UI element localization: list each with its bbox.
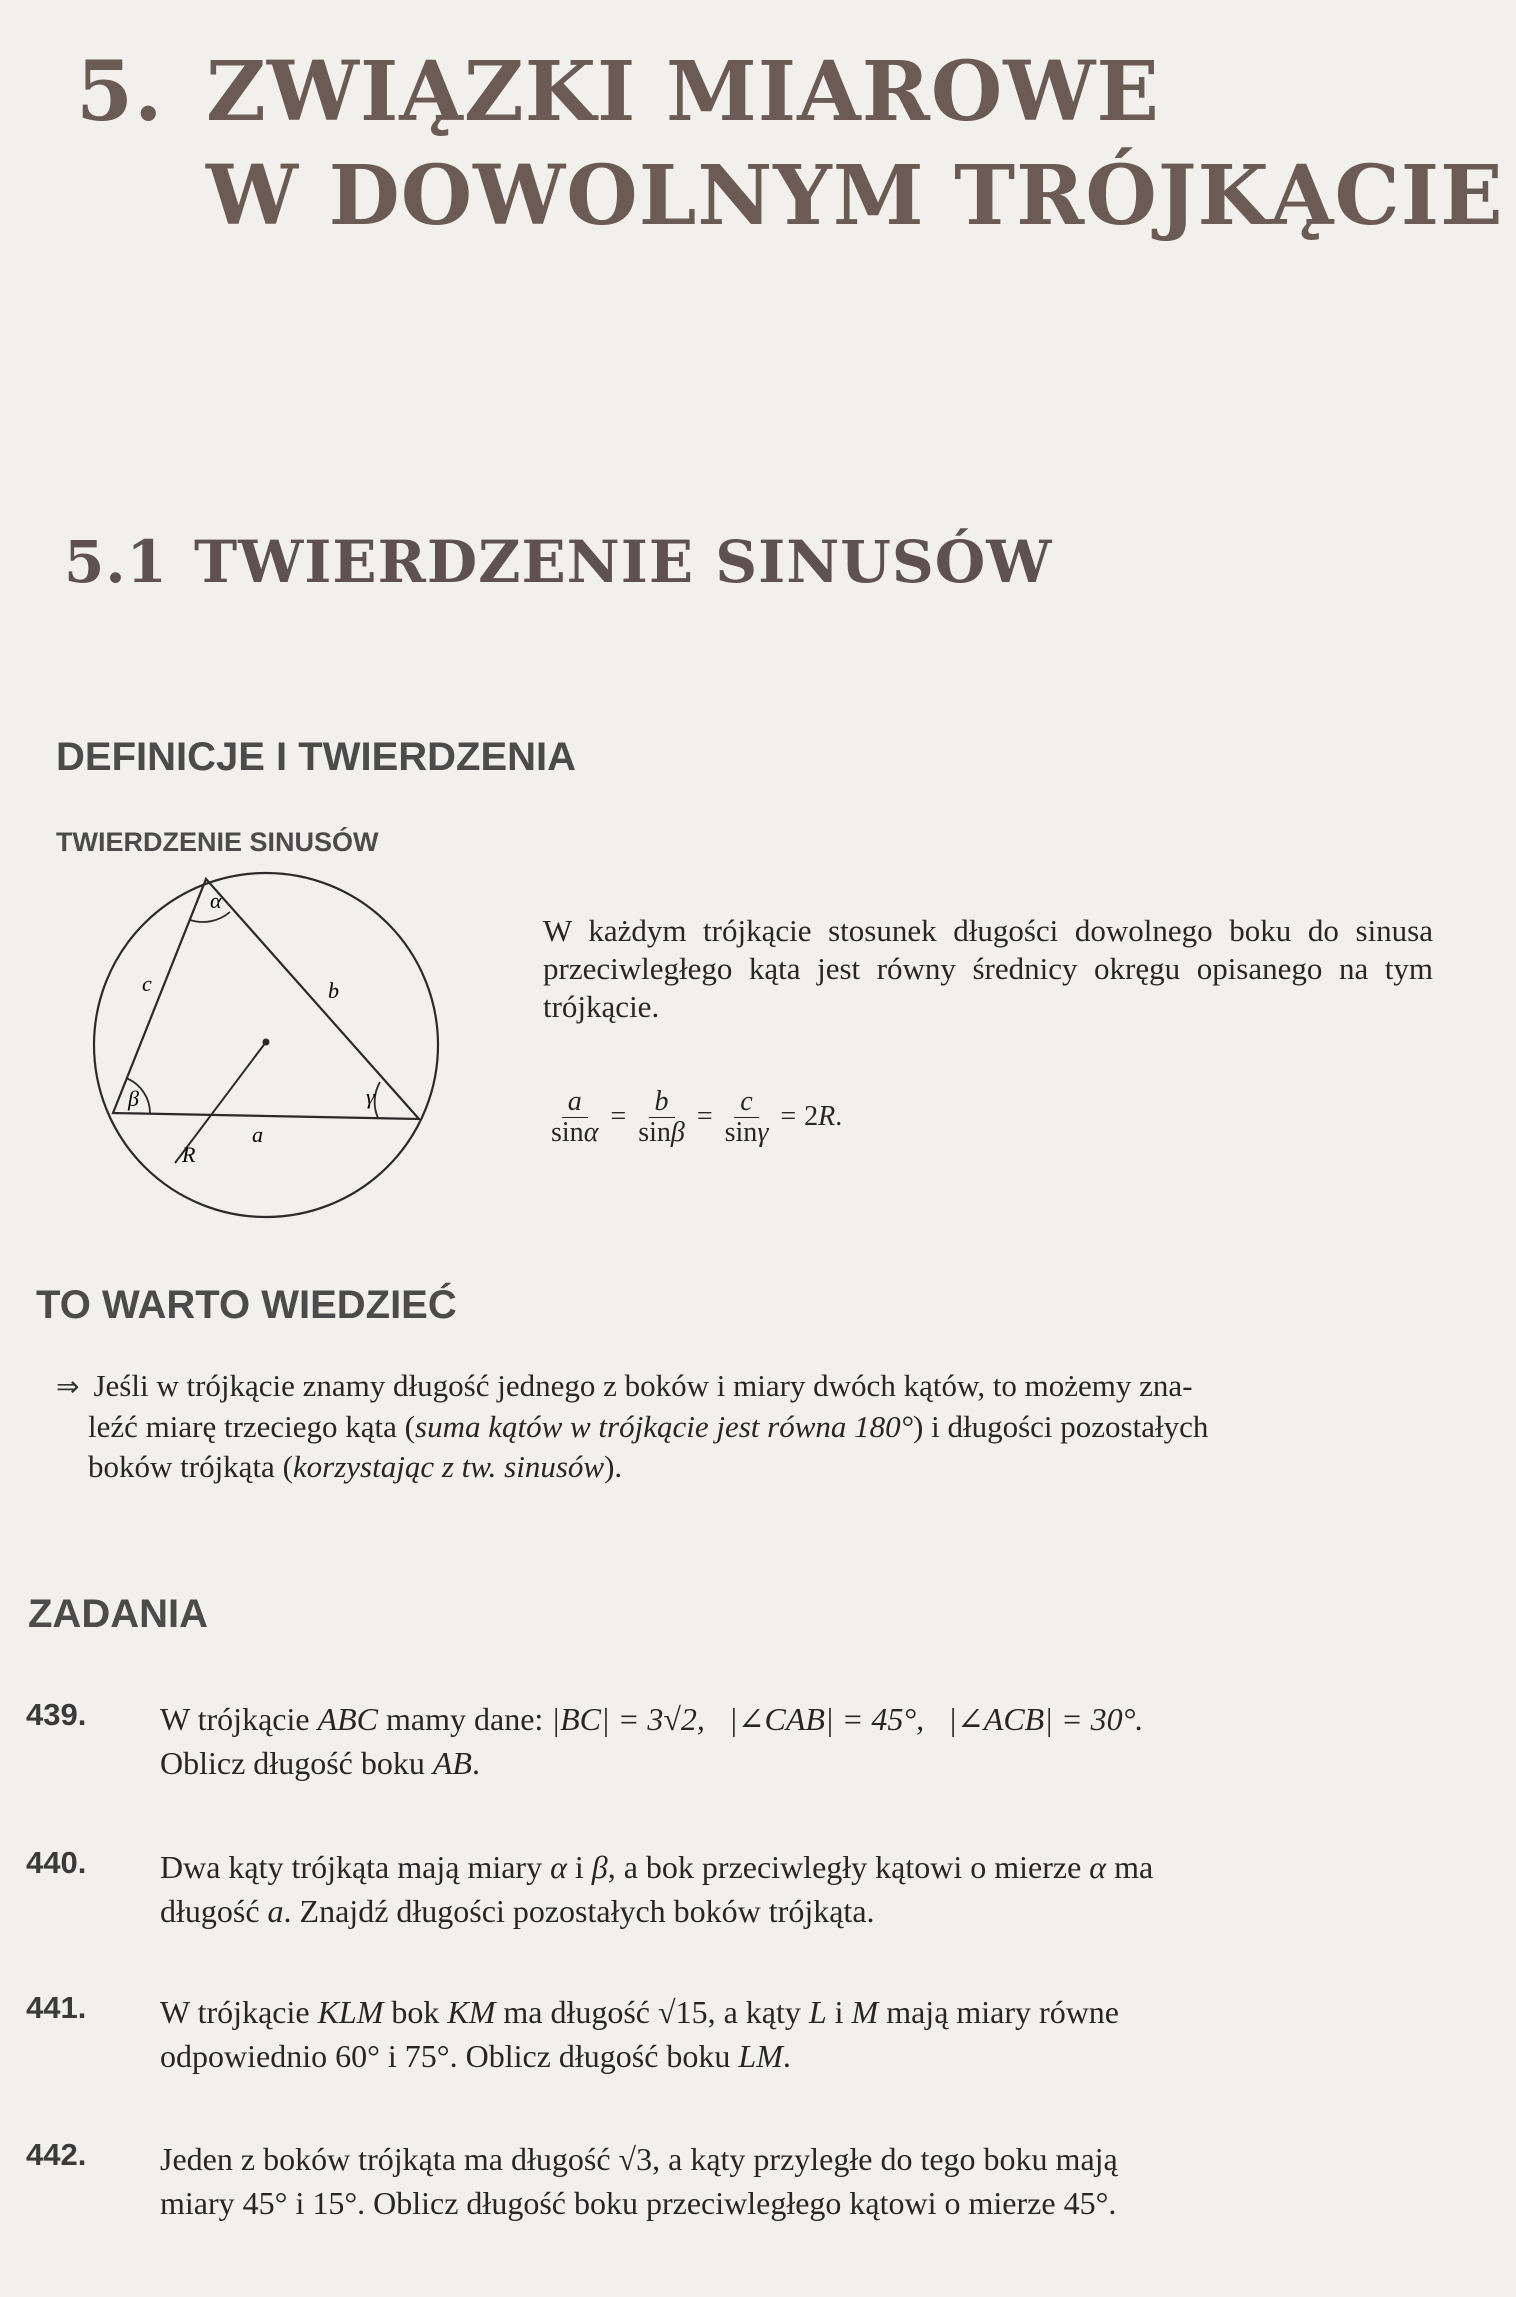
- sine-law-formula: $\frac{a}{\sin\alpha}$ = $\frac{b}{\sin\beta}$ = $\frac{c}{\sin\gamma}$ = 2R.: [543, 1082, 842, 1152]
- task-440: [0, 1845, 1516, 1955]
- triangle-circumcircle-figure: [80, 860, 460, 1230]
- chapter-title-line1: ZWIĄZKI MIAROWE: [206, 44, 1160, 140]
- implication-arrow-icon: ⇒: [56, 1370, 80, 1403]
- task-text: W trójkącie KLM bok KM ma długość √15, a kąty L i M mają miary równe odpowiednio 60° i 75°. Oblicz długość boku LM.: [160, 1994, 1119, 2074]
- label-gamma: γ: [366, 1084, 375, 1109]
- section-number: 5.1: [64, 528, 168, 596]
- task-439: [0, 1697, 1516, 1807]
- task-text: W trójkącie ABC mamy dane: |BC| = 3√2, |∠CAB| = 45°, |∠ACB| = 30°. Oblicz długość boku AB.: [160, 1701, 1144, 1781]
- tasks-heading: ZADANIA: [28, 1592, 208, 1636]
- formula-rhs: 2R.: [804, 1101, 843, 1132]
- worth-knowing-bullet: ⇒ Jeśli w trójkącie znamy długość jednego z boków i miary dwóch kątów, to możemy zna- leźć miarę trzeciego kąta (suma kątów w trójkącie jest równa 180°) i długości pozostałych boków trójkąta (korzystając z tw. sinusów).: [56, 1368, 1209, 1484]
- fraction-a: $\frac{a}{\sin\alpha}$: [551, 1085, 599, 1148]
- task-number: 440.: [26, 1845, 87, 1880]
- chapter-title: [76, 40, 1504, 248]
- task-text: Jeden z boków trójkąta ma długość √3, a kąty przyległe do tego boku mają miary 45° i 15°. Oblicz długość boku przeciwległego kątowi o mierze 45°.: [160, 2141, 1118, 2221]
- task-number: 442.: [26, 2137, 87, 2172]
- label-radius-R: R: [182, 1142, 196, 1167]
- fraction-c: $\frac{c}{\sin\gamma}$: [724, 1085, 769, 1148]
- chapter-number: 5.: [76, 44, 164, 140]
- section-title: [64, 528, 1052, 596]
- chapter-title-line2: W DOWOLNYM TRÓJKĄCIE: [206, 148, 1504, 244]
- circle-center-point: [263, 1039, 270, 1046]
- theorem-label: TWIERDZENIE SINUSÓW: [56, 827, 379, 857]
- task-number: 439.: [26, 1697, 87, 1732]
- label-side-a: a: [252, 1122, 263, 1147]
- label-side-b: b: [328, 978, 339, 1003]
- task-442: [0, 2137, 1516, 2247]
- theorem-statement: W każdym trójkącie stosunek długości dowolnego boku do sinusa przeciwległego kąta jest równy średnicy okręgu opisanego na tym trójkącie.: [543, 913, 1433, 1024]
- triangle: [113, 879, 419, 1119]
- task-441: [0, 1990, 1516, 2100]
- task-text: Dwa kąty trójkąta mają miary α i β, a bok przeciwległy kątowi o mierze α ma długość a. Znajdź długości pozostałych boków trójkąta.: [160, 1849, 1154, 1929]
- angle-gamma-arc: [375, 1082, 380, 1118]
- task-number: 441.: [26, 1990, 87, 2025]
- fraction-b: $\frac{b}{\sin\beta}$: [638, 1085, 685, 1148]
- label-alpha: α: [210, 888, 222, 913]
- label-side-c: c: [142, 971, 152, 996]
- worth-knowing-heading: TO WARTO WIEDZIEĆ: [36, 1283, 457, 1327]
- definitions-heading: DEFINICJE I TWIERDZENIA: [56, 735, 577, 779]
- angle-alpha-arc: [190, 912, 230, 922]
- label-beta: β: [128, 1086, 139, 1111]
- section-title-text: TWIERDZENIE SINUSÓW: [194, 528, 1053, 596]
